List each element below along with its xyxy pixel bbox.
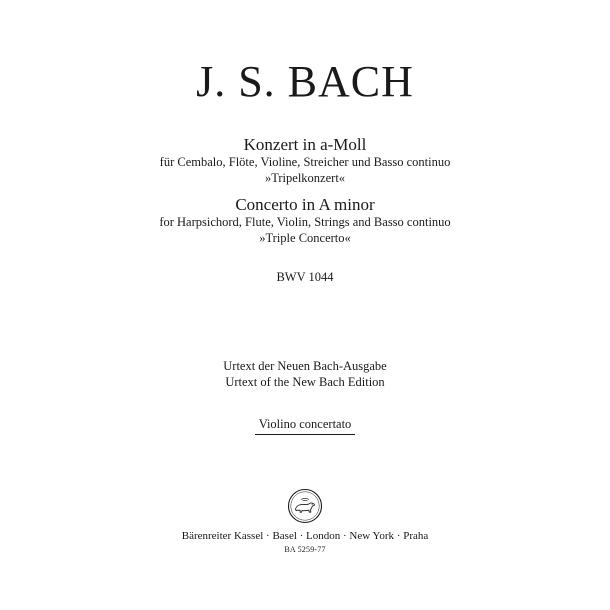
order-number: BA 5259-77 bbox=[284, 545, 326, 554]
nickname-english: »Triple Concerto« bbox=[259, 231, 351, 245]
instrumentation-german: für Cembalo, Flöte, Violine, Streicher und Basso continuo bbox=[159, 155, 451, 169]
baerenreiter-bear-logo-icon bbox=[287, 488, 323, 524]
composer-name: J. S. BACH bbox=[196, 57, 414, 106]
urtext-note-english: Urtext of the New Bach Edition bbox=[225, 375, 385, 389]
work-title-english: Concerto in A minor bbox=[235, 195, 375, 214]
instrumentation-english: for Harpsichord, Flute, Violin, Strings and Basso continuo bbox=[159, 215, 451, 229]
work-title-german: Konzert in a-Moll bbox=[243, 135, 367, 154]
catalog-number: BWV 1044 bbox=[276, 270, 334, 284]
nickname-german: »Tripelkonzert« bbox=[264, 171, 346, 185]
publisher-line: Bärenreiter Kassel · Basel · London · New York · Praha bbox=[181, 530, 429, 542]
urtext-note-german: Urtext der Neuen Bach-Ausgabe bbox=[223, 359, 387, 373]
part-label-wrapper bbox=[0, 418, 610, 435]
part-label: Violino concertato bbox=[255, 418, 356, 435]
